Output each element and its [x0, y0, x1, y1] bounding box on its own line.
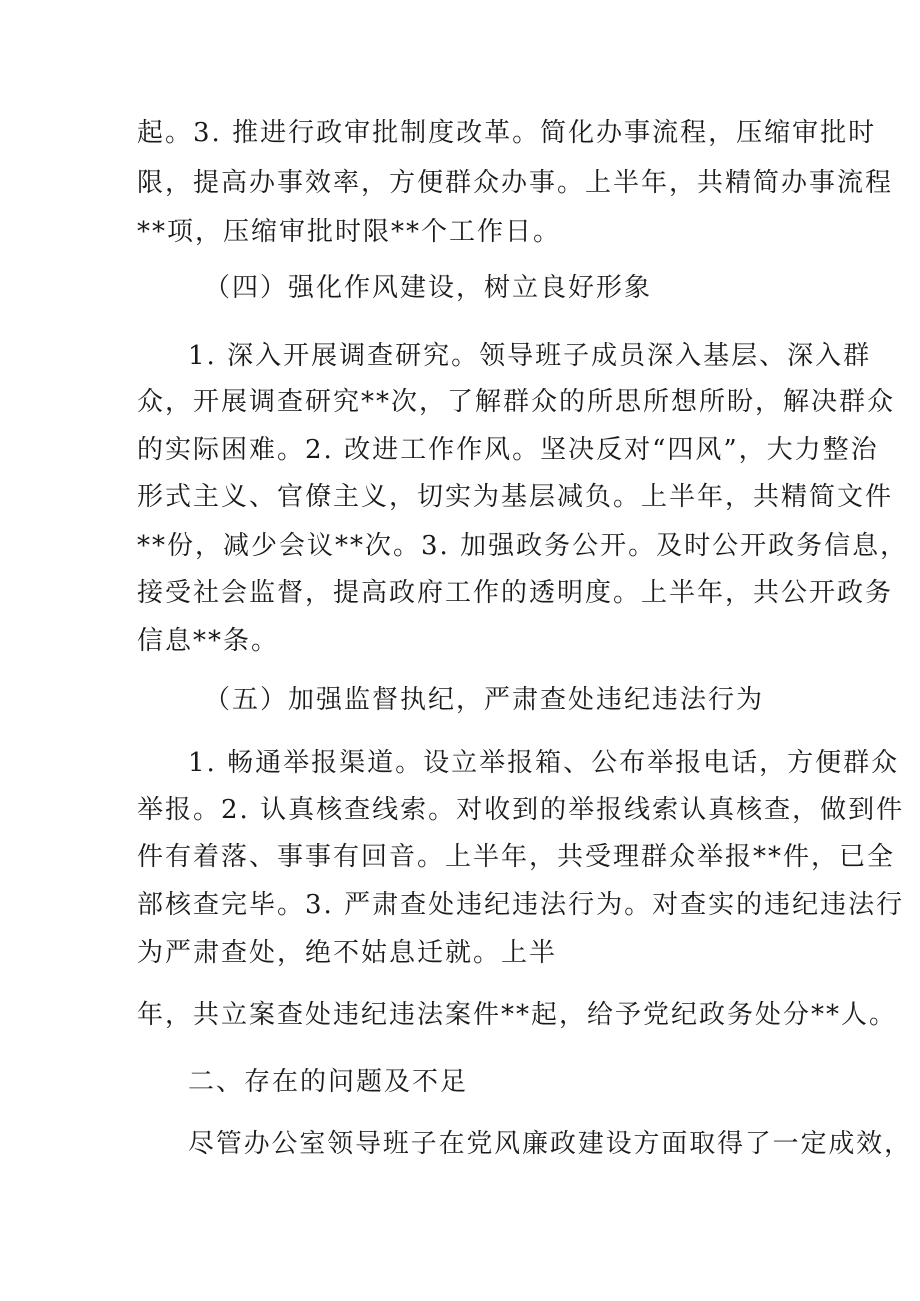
body-text-line: 限，提高办事效率，方便群众办事。上半年，共精简办事流程	[137, 168, 894, 198]
body-text-line: 尽管办公室领导班子在党风廉政建设方面取得了一定成效，	[188, 1129, 913, 1159]
body-text-line: 年，共立案查处违纪违法案件**起，给予党纪政务处分**人。	[137, 1000, 898, 1030]
section-heading: 二、存在的问题及不足	[188, 1067, 469, 1097]
section-heading: （四）强化作风建设，树立良好形象	[204, 273, 653, 303]
body-text-line: 部核查完毕。3. 严肃查处违纪违法行为。对查实的违纪违法行	[137, 890, 905, 920]
section-heading: （五）加强监督执纪，严肃查处违纪违法行为	[204, 685, 765, 715]
body-text-line: 为严肃查处，绝不姑息迁就。上半	[137, 938, 558, 968]
body-text-line: 形式主义、官僚主义，切实为基层减负。上半年，共精简文件	[137, 482, 894, 512]
body-text-line: 件有着落、事事有回音。上半年，共受理群众举报**件，已全	[137, 842, 896, 872]
body-text-line: **份，减少会议**次。3. 加强政务公开。及时公开政务信息，	[137, 531, 909, 561]
body-text-line: 举报。2. 认真核查线索。对收到的举报线索认真核查，做到件	[137, 795, 905, 825]
body-text-line: 的实际困难。2. 改进工作作风。坚决反对“四风”，大力整治	[137, 435, 879, 465]
body-text-line: 众，开展调查研究**次，了解群众的所思所想所盼，解决群众	[137, 387, 896, 417]
body-text-line: **项，压缩审批时限**个工作日。	[137, 217, 562, 247]
body-text-line: 1. 深入开展调查研究。领导班子成员深入基层、深入群	[188, 341, 872, 371]
body-text-line: 接受社会监督，提高政府工作的透明度。上半年，共公开政务	[137, 578, 894, 608]
body-text-line: 信息**条。	[137, 626, 280, 656]
body-text-line: 1. 畅通举报渠道。设立举报箱、公布举报电话，方便群众	[188, 748, 900, 778]
body-text-line: 起。3. 推进行政审批制度改革。简化办事流程，压缩审批时	[137, 118, 877, 148]
